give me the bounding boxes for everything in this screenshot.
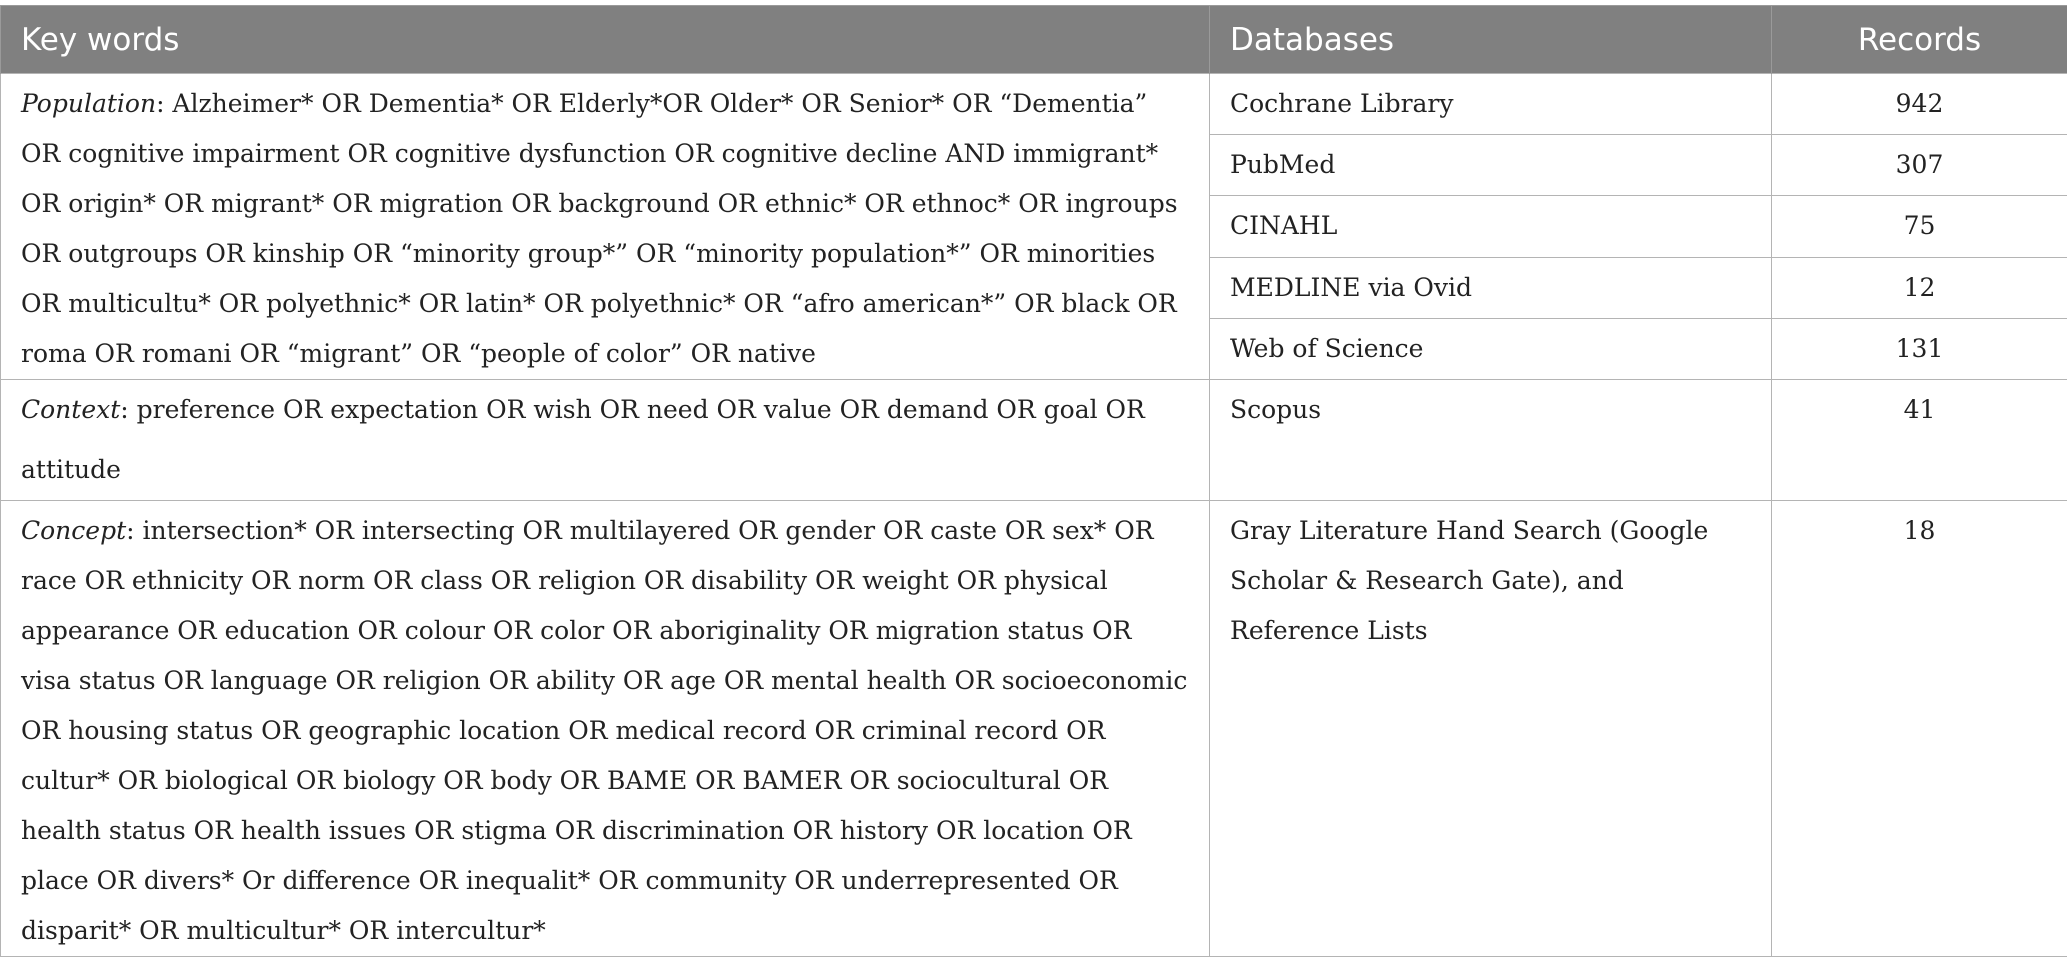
keywords-text: : preference OR expectation OR wish OR need OR value OR demand OR goal OR attitude — [21, 395, 1145, 484]
records-cell: 942 — [1772, 74, 2067, 135]
keywords-text: : intersection* OR intersecting OR multilayered OR gender OR caste OR sex* OR race OR ethnicity OR norm OR class OR religion OR disability OR weight OR physical appearance OR education OR colour OR color OR aboriginality OR migration status OR visa status OR language OR religion OR ability OR age OR mental health OR socioeconomic OR housing status OR geographic location OR medical record OR criminal record OR cultur* OR biological OR biology OR body OR BAME OR BAMER OR sociocultural OR health status OR health issues OR stigma OR discrimination OR history OR location OR place OR divers* Or difference OR inequalit* OR community OR underrepresented OR disparit* OR multicultur* OR intercultur* — [21, 516, 1187, 945]
records-cell: 18 — [1772, 501, 2067, 957]
table-row — [1, 501, 2067, 957]
records-cell: 131 — [1772, 318, 2067, 379]
keywords-concept-cell — [1, 501, 1210, 957]
database-cell: Scopus — [1210, 380, 1772, 501]
header-keywords: Key words — [1, 6, 1210, 74]
database-cell: Gray Literature Hand Search (Google Scholar & Research Gate), and Reference Lists — [1210, 501, 1772, 957]
keywords-population-cell — [1, 74, 1210, 380]
search-strategy-table — [0, 5, 2067, 957]
keywords-context-cell — [1, 380, 1210, 501]
header-row — [1, 6, 2067, 74]
database-cell: Web of Science — [1210, 318, 1772, 379]
records-cell: 41 — [1772, 380, 2067, 501]
header-databases: Databases — [1210, 6, 1772, 74]
keywords-text: : Alzheimer* OR Dementia* OR Elderly*OR Older* OR Senior* OR “Dementia” OR cognitive impairment OR cognitive dysfunction OR cognitive decline AND immigrant* OR origin* OR migrant* OR migration OR background OR ethnic* OR ethnoc* OR ingroups OR outgroups OR kinship OR “minority group*” OR “minority population*” OR minorities OR multicultu* OR polyethnic* OR latin* OR polyethnic* OR “afro american*” OR black OR roma OR romani OR “migrant” OR “people of color” OR native — [21, 89, 1178, 368]
database-cell: Cochrane Library — [1210, 74, 1772, 135]
records-cell: 75 — [1772, 196, 2067, 257]
records-cell: 12 — [1772, 257, 2067, 318]
table-row — [1, 74, 2067, 135]
keywords-lead: Context — [21, 395, 120, 424]
keywords-lead: Concept — [21, 516, 126, 545]
database-cell: CINAHL — [1210, 196, 1772, 257]
database-cell: PubMed — [1210, 135, 1772, 196]
records-cell: 307 — [1772, 135, 2067, 196]
header-records: Records — [1772, 6, 2067, 74]
database-cell: MEDLINE via Ovid — [1210, 257, 1772, 318]
table-row — [1, 380, 2067, 501]
keywords-lead: Population — [21, 89, 156, 118]
